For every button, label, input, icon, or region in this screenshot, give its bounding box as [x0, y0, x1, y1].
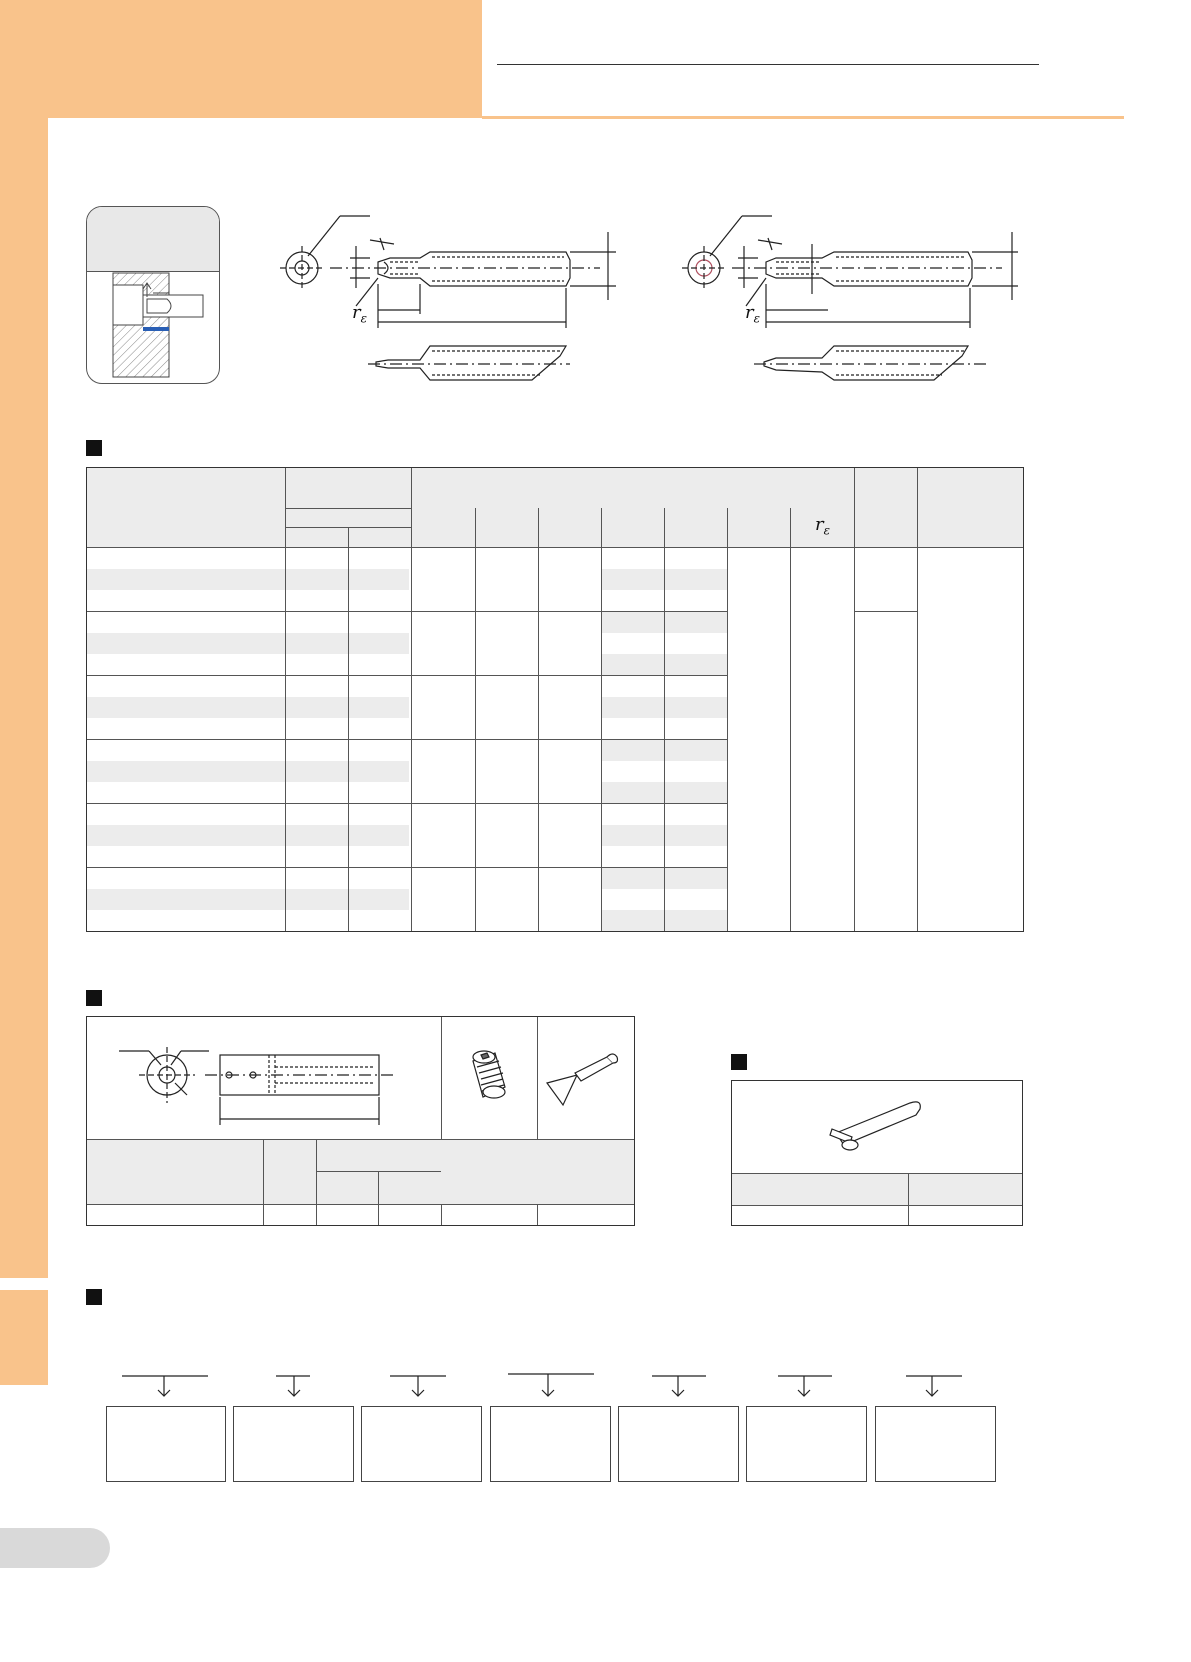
sp-vline-1	[263, 1140, 264, 1225]
header-orange-block	[0, 0, 482, 118]
boring-application-icon	[87, 271, 220, 384]
application-card-header	[87, 207, 220, 248]
key-vline	[908, 1174, 909, 1225]
set-screw-icon	[441, 1017, 537, 1137]
key-table	[731, 1080, 1023, 1226]
row-stripe-5	[87, 825, 409, 846]
group-sep-2	[87, 675, 727, 676]
key-header	[732, 1174, 1022, 1205]
designation-box-3	[361, 1406, 482, 1482]
vline-10	[854, 468, 855, 931]
table-header-corner-radius: $r_\varepsilon$	[815, 514, 831, 538]
vline-9	[790, 508, 791, 931]
group-sep-4	[87, 803, 727, 804]
wrench-icon	[537, 1017, 633, 1137]
spec-table	[86, 467, 1024, 932]
row-stripe-6	[87, 889, 409, 910]
section-marker-designation	[86, 1289, 102, 1305]
application-card	[86, 206, 220, 384]
sp-hline-bottom	[87, 1204, 634, 1205]
header-underline	[482, 116, 1124, 119]
hline-header-bottom	[87, 547, 1023, 548]
designation-box-5	[618, 1406, 739, 1482]
designation-box-2	[233, 1406, 354, 1482]
corner-radius-symbol-right: $r_\varepsilon$	[745, 302, 761, 326]
hline-sub1	[285, 508, 411, 509]
designation-box-1	[106, 1406, 226, 1482]
section-marker-spare-parts	[86, 990, 102, 1006]
designation-box-6	[746, 1406, 867, 1482]
group-sep-1	[87, 611, 727, 612]
vline-1	[285, 468, 286, 931]
left-orange-tab	[0, 1290, 48, 1385]
designation-box-7	[875, 1406, 996, 1482]
vline-11	[917, 468, 918, 931]
section-marker-key	[731, 1054, 747, 1070]
designation-box-4	[490, 1406, 611, 1482]
corner-radius-symbol-left: $r_\varepsilon$	[352, 302, 368, 326]
application-card-subheader	[87, 247, 220, 272]
row-stripe-3	[87, 697, 409, 718]
title-rule	[497, 64, 1039, 65]
vline-2	[348, 527, 349, 931]
sp-vline-2	[316, 1140, 317, 1225]
t-handle-key-icon	[732, 1081, 1022, 1173]
group-sep-3	[87, 739, 727, 740]
spec-table-header	[87, 468, 1023, 548]
page-number-tab	[0, 1528, 110, 1568]
left-orange-band	[0, 0, 48, 1278]
sleeve-drawing	[87, 1017, 437, 1137]
vline-3	[411, 468, 412, 931]
row-stripe-1	[87, 569, 409, 590]
tool-drawing-right	[672, 210, 1032, 400]
section-marker-specs	[86, 440, 102, 456]
group-sep-5	[87, 867, 727, 868]
tool-drawing-left	[270, 210, 630, 400]
group-sep-1b	[854, 611, 917, 612]
vline-8	[727, 508, 728, 931]
sp-header	[87, 1140, 634, 1204]
spare-parts-table	[86, 1016, 635, 1226]
key-hline-bottom	[732, 1205, 1022, 1206]
sp-vline-3	[378, 1171, 379, 1225]
row-stripe-4	[87, 761, 409, 782]
row-stripe-2	[87, 633, 409, 654]
